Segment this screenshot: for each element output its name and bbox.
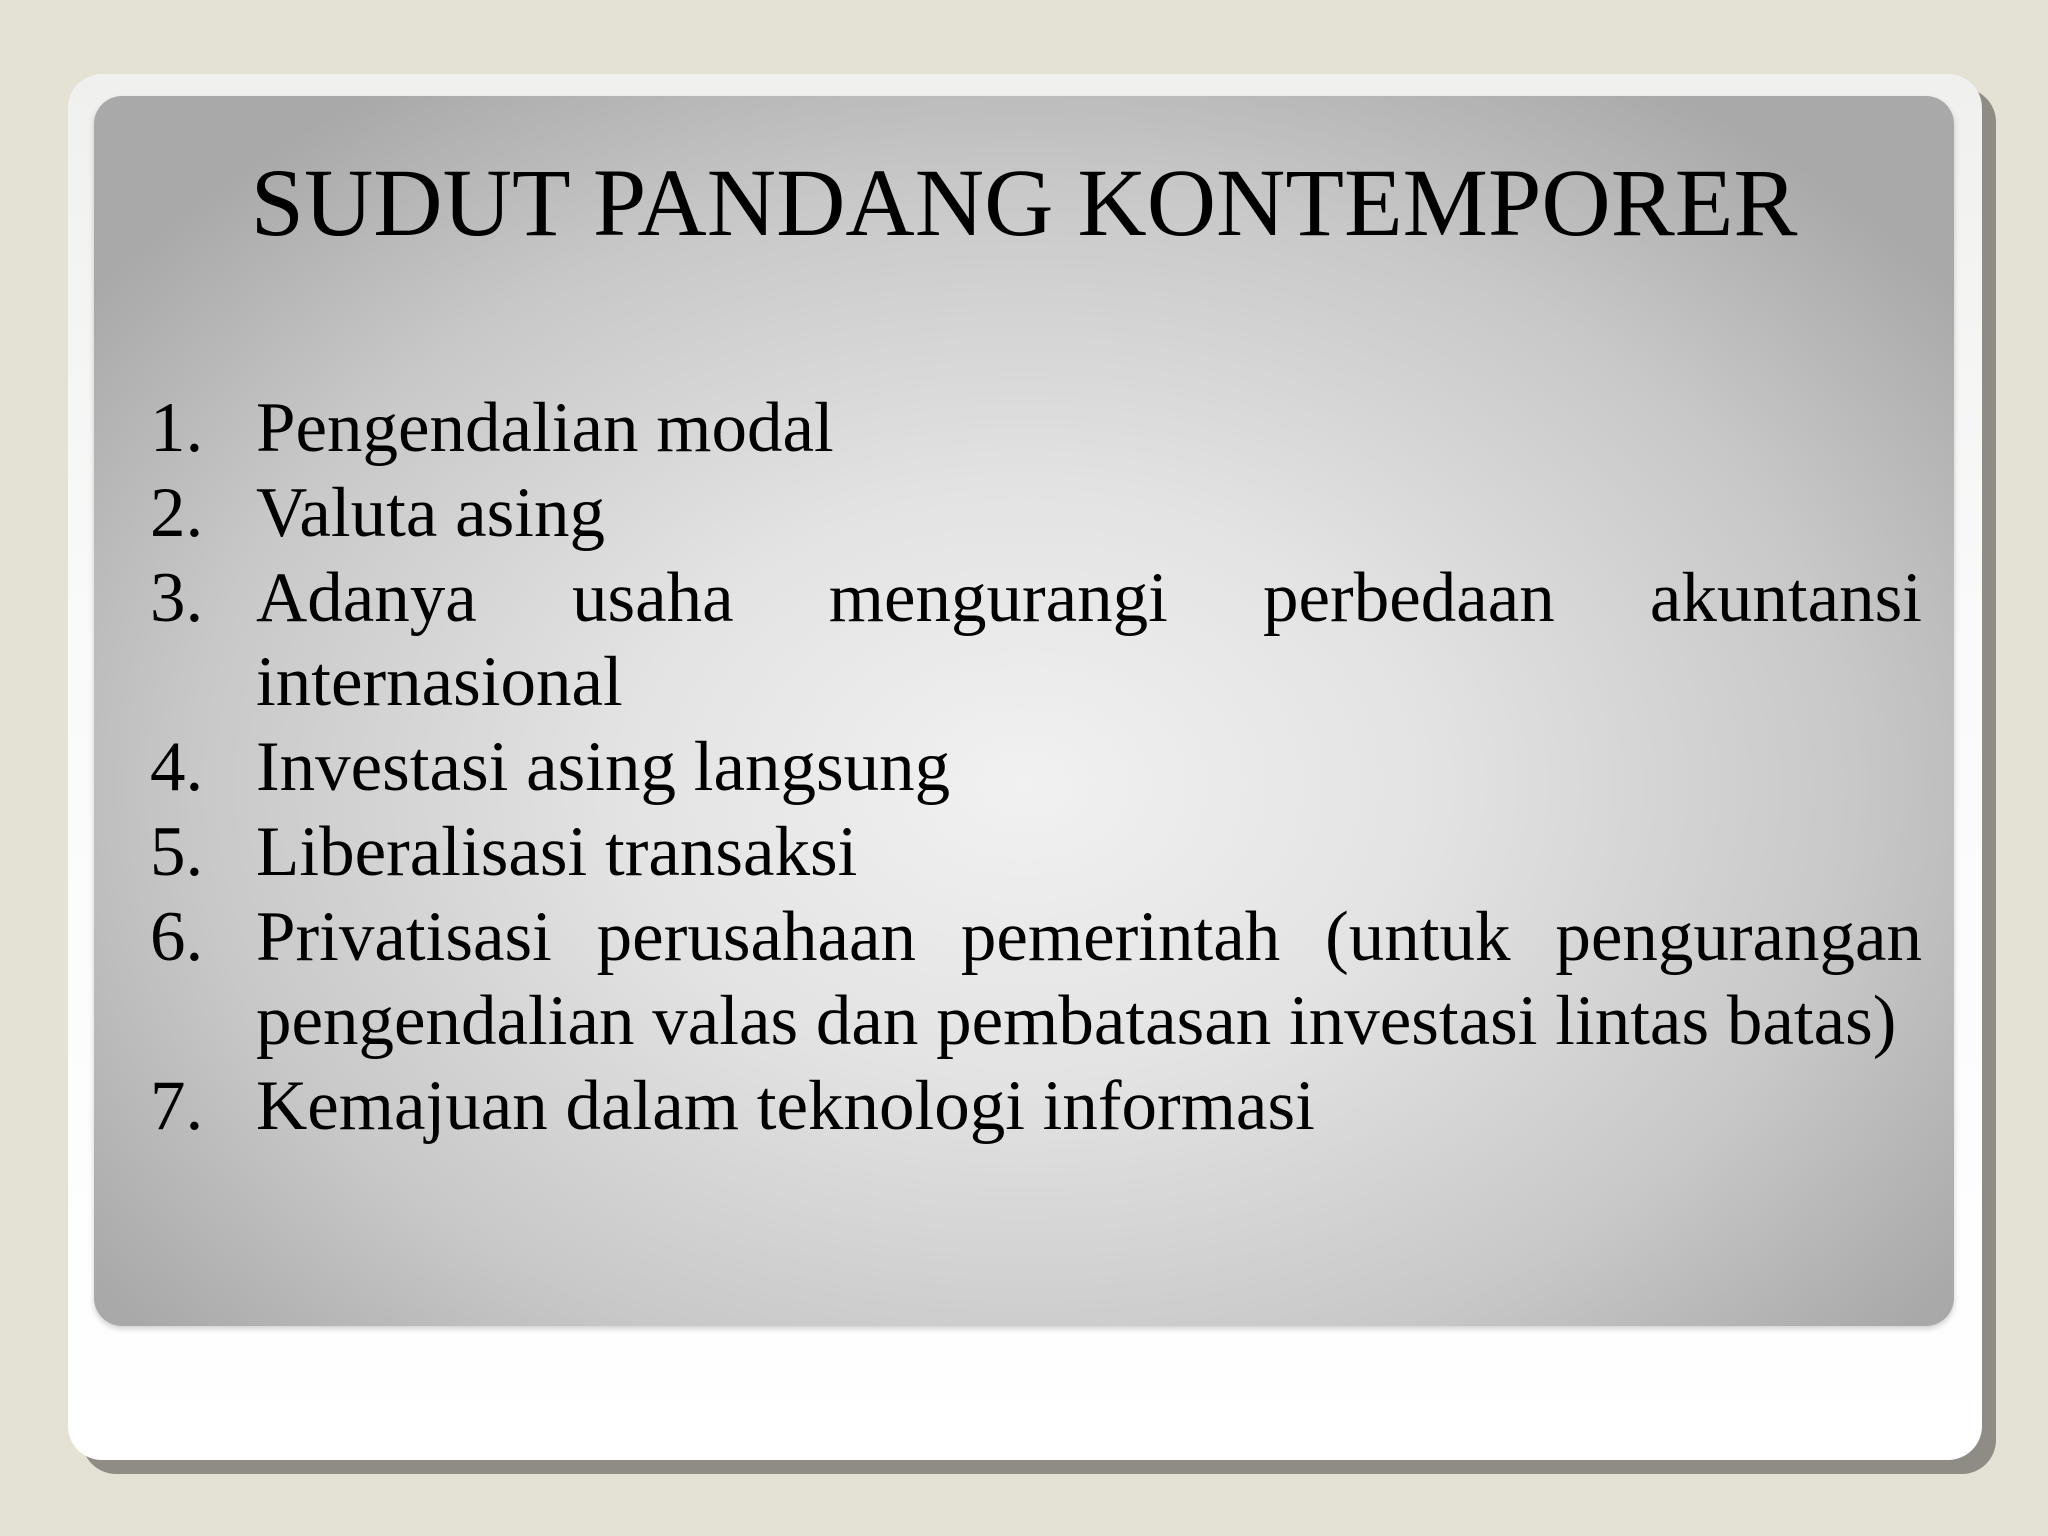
list-item-number: 6. bbox=[150, 898, 204, 976]
list-item-number: 5. bbox=[150, 813, 204, 891]
list-item bbox=[150, 471, 1922, 555]
list-item-text: Kemajuan dalam teknologi informasi bbox=[256, 1067, 1315, 1145]
list-item-number: 7. bbox=[150, 1067, 204, 1145]
list-item-text: Investasi asing langsung bbox=[256, 728, 951, 806]
list-item bbox=[150, 556, 1922, 724]
list-item-text: Valuta asing bbox=[256, 474, 606, 552]
list-item-number: 2. bbox=[150, 474, 204, 552]
list-item bbox=[150, 725, 1922, 809]
list-item-number: 1. bbox=[150, 389, 204, 467]
list-item-text: Adanya usaha mengurangi perbedaan akuntansi internasional bbox=[256, 559, 1922, 721]
list-item-text: Liberalisasi transaksi bbox=[256, 813, 858, 891]
list-item bbox=[150, 386, 1922, 470]
list-item-number: 4. bbox=[150, 728, 204, 806]
list-item bbox=[150, 1064, 1922, 1148]
list-item-number: 3. bbox=[150, 559, 204, 637]
list-item bbox=[150, 895, 1922, 1063]
list-item-text: Pengendalian modal bbox=[256, 389, 834, 467]
list-item bbox=[150, 810, 1922, 894]
slide-title: SUDUT PANDANG KONTEMPORER bbox=[250, 149, 1798, 256]
list-item-text: Privatisasi perusahaan pemerintah (untuk pengurangan pengendalian valas dan pembatasan investasi lintas batas) bbox=[256, 898, 1922, 1060]
numbered-list bbox=[150, 386, 1922, 1149]
